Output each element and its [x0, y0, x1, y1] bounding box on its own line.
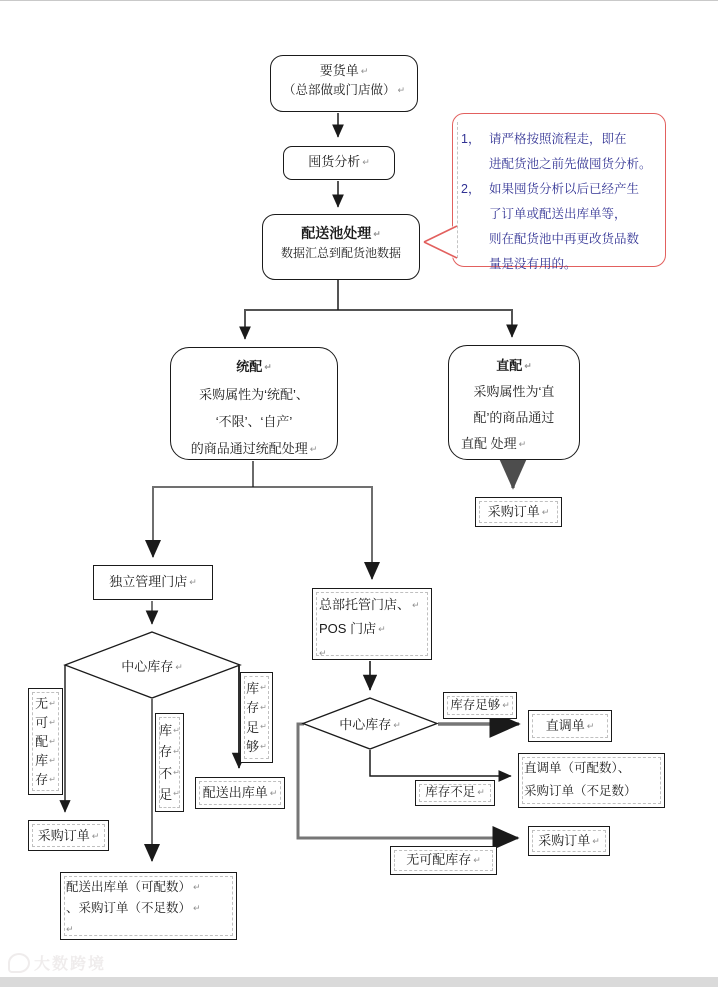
- node-enough-right: [443, 692, 517, 719]
- direct-line1: 采购属性为‘直: [473, 384, 555, 399]
- vertical-char-row: 存 ↵: [159, 744, 180, 760]
- combo-right-line2: 采购订单（不足数）: [524, 784, 637, 798]
- paragraph-mark: ↵: [91, 831, 100, 841]
- node-no-stock-right: [390, 846, 497, 875]
- paragraph-mark: ↵: [586, 721, 595, 731]
- vertical-char-row: 存 ↵: [35, 772, 56, 787]
- vertical-char-row: 库 ↵: [246, 680, 267, 696]
- shortage-right-label: 库存不足: [425, 785, 476, 799]
- note-line: 进配货池之前先做囤货分析。: [489, 157, 652, 171]
- vertical-char-row: 存 ↵: [246, 700, 267, 716]
- paragraph-mark: ↵: [264, 362, 272, 372]
- node-direct-po: [475, 497, 562, 527]
- paragraph-mark: ↵: [373, 229, 381, 239]
- paragraph-mark: ↵: [269, 788, 278, 798]
- node-po-left: [28, 820, 109, 851]
- direct-title: 直配 ↵: [496, 358, 532, 373]
- node-shortage-right: [415, 780, 495, 806]
- node-unified: [170, 347, 338, 460]
- vertical-char-row: 可 ↵: [35, 715, 56, 730]
- paragraph-mark: ↵: [309, 444, 318, 454]
- unified-line2: ‘不限’、‘自产’: [215, 414, 293, 429]
- paragraph-mark: ↵: [477, 787, 485, 797]
- direct-line3: 直配 处理 ↵: [461, 436, 527, 451]
- node-po-right: [528, 826, 610, 856]
- po-left-label: 采购订单: [37, 828, 90, 843]
- node-pool: [262, 214, 420, 280]
- node-shortage-left: [155, 713, 184, 812]
- paragraph-mark: ↵: [502, 700, 510, 710]
- vertical-char-row: 足 ↵: [159, 786, 180, 802]
- order-form-line1: 要货单 ↵: [319, 63, 369, 78]
- vertical-char-row: 够 ↵: [246, 739, 267, 755]
- hq-store-line1: 总部托管门店、 ↵: [319, 597, 420, 612]
- note-line: 则在配货池中再更改货品数: [489, 232, 640, 246]
- vertical-char-row: 不 ↵: [159, 765, 180, 781]
- direct-po-label: 采购订单: [487, 504, 540, 519]
- order-form-line2: （总部做或门店做） ↵: [282, 82, 406, 97]
- paragraph-mark: ↵: [319, 648, 327, 658]
- paragraph-mark: ↵: [518, 439, 527, 449]
- note-line: 量是没有用的。: [489, 257, 577, 271]
- watermark: [8, 951, 106, 974]
- node-dispatch-out: [195, 777, 285, 809]
- combo-left-line3: [66, 919, 236, 940]
- note-item-1-number: 1，: [461, 132, 481, 146]
- node-indep-store: [93, 565, 213, 600]
- paragraph-mark: ↵: [592, 836, 600, 846]
- unified-line1: 采购属性为‘统配’、: [199, 387, 309, 402]
- hq-store-line2: POS 门店 ↵: [319, 621, 386, 636]
- paragraph-mark: ↵: [378, 624, 386, 634]
- paragraph-mark: ↵: [193, 903, 201, 913]
- vertical-char-row: 库 ↵: [159, 723, 180, 739]
- node-combo-right: [518, 753, 665, 808]
- paragraph-mark: ↵: [393, 720, 401, 730]
- transfer-order-label: 直调单: [545, 718, 585, 733]
- pool-subtitle: 数据汇总到配货池数据: [280, 246, 401, 260]
- watermark-logo-icon: [8, 953, 30, 973]
- pool-title: 配送池处理 ↵: [301, 225, 381, 241]
- node-direct: [448, 345, 580, 460]
- paragraph-mark: ↵: [397, 84, 406, 95]
- vertical-char-row: 库 ↵: [35, 753, 56, 768]
- enough-right-label: 库存足够: [450, 698, 501, 712]
- paragraph-mark: ↵: [360, 66, 369, 76]
- paragraph-mark: ↵: [473, 855, 481, 865]
- dispatch-out-label: 配送出库单: [202, 785, 268, 800]
- note-item-2-number: 2，: [461, 182, 481, 196]
- paragraph-mark: ↵: [189, 577, 197, 587]
- combo-right-line1: 直调单（可配数）、: [524, 761, 631, 775]
- paragraph-mark: ↵: [412, 600, 420, 610]
- vertical-char-row: 足 ↵: [246, 719, 267, 735]
- hq-store-line3: [319, 641, 431, 665]
- note-callout: [452, 113, 666, 271]
- hoard-analysis-label: 囤货分析: [308, 154, 361, 169]
- note-item-1: [459, 127, 659, 177]
- node-hq-store: [312, 588, 432, 660]
- paragraph-mark: ↵: [541, 507, 550, 517]
- page-bottom-edge: [0, 977, 718, 987]
- vertical-char-row: 无 ↵: [35, 696, 56, 711]
- diamond-right-label: 中心库存 ↵: [339, 717, 401, 732]
- node-enough-left: [240, 672, 273, 763]
- combo-left-line1: 配送出库单（可配数） ↵: [66, 880, 201, 894]
- node-no-stock-left: [28, 688, 63, 795]
- unified-line3: 的商品通过统配处理 ↵: [190, 441, 318, 456]
- note-line: 如果囤货分析以后已经产生: [489, 182, 640, 196]
- paragraph-mark: ↵: [66, 924, 74, 934]
- node-order-form: [270, 55, 418, 112]
- node-transfer-order: [528, 710, 612, 742]
- node-hoard-analysis: [283, 146, 395, 180]
- note-line: 请严格按照流程走，即在: [489, 132, 627, 146]
- unified-title: 统配 ↵: [236, 359, 272, 374]
- arrow-right-shortage-to-combo: [370, 750, 511, 776]
- note-line: 了订单或配送出库单等，: [489, 207, 627, 221]
- note-item-2: [459, 177, 659, 277]
- direct-line2: 配’的商品通过: [473, 410, 555, 425]
- callout-tail: [420, 218, 462, 266]
- paragraph-mark: ↵: [362, 157, 370, 167]
- node-combo-left: [60, 872, 237, 940]
- vertical-char-row: 配 ↵: [35, 734, 56, 749]
- diamond-left-label: 中心库存 ↵: [121, 659, 183, 674]
- paragraph-mark: ↵: [524, 361, 532, 371]
- paragraph-mark: ↵: [175, 662, 183, 672]
- combo-left-line2: 、采购订单（不足数） ↵: [66, 901, 201, 915]
- watermark-text: 大数跨境: [34, 956, 107, 973]
- paragraph-mark: ↵: [193, 882, 201, 892]
- indep-store-label: 独立管理门店: [109, 574, 188, 589]
- po-right-label: 采购订单: [538, 833, 591, 848]
- no-stock-right-label: 无可配库存: [406, 852, 472, 867]
